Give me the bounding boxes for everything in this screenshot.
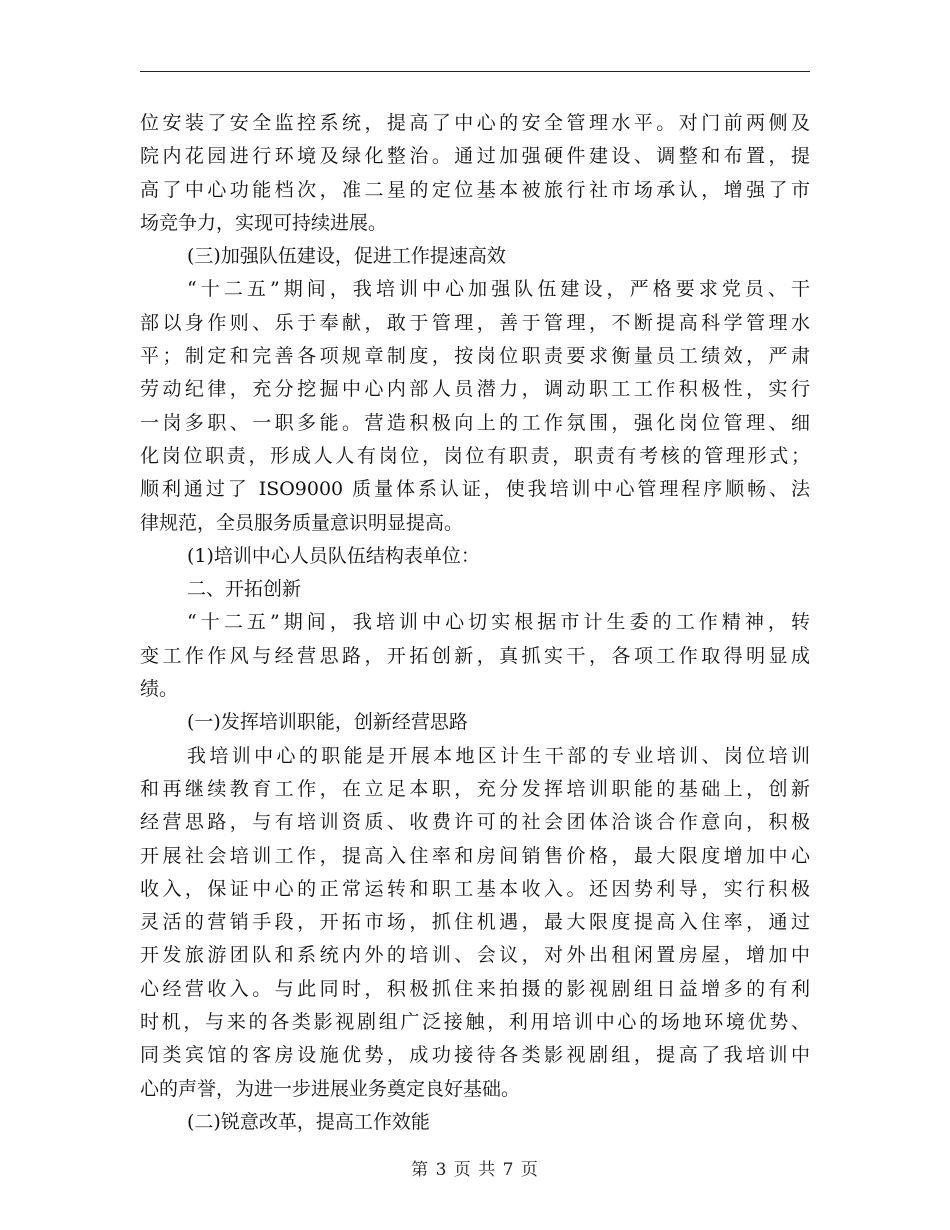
text-line: 心的声誉，为进一步进展业务奠定良好基础。 <box>140 1077 521 1100</box>
text-line: 部以身作则、乐于奉献，敢于管理，善于管理，不断提高科学管理水 <box>140 311 810 334</box>
text-line: 收入，保证中心的正常运转和职工基本收入。还因势利导，实行积极 <box>140 877 810 900</box>
text-line: 时机，与来的各类影视剧组广泛接触，利用培训中心的场地环境优势、 <box>140 1011 810 1034</box>
text-line: (1)培训中心人员队伍结构表单位： <box>187 544 480 567</box>
text-line: 和再继续教育工作，在立足本职，充分发挥培训职能的基础上，创新 <box>140 777 810 800</box>
text-line: 我培训中心的职能是开展本地区计生干部的专业培训、岗位培训 <box>187 744 810 767</box>
text-line: 心经营收入。与此同时，积极抓住来拍摄的影视剧组日益增多的有利 <box>140 977 810 1000</box>
text-line: 灵活的营销手段，开拓市场，抓住机遇，最大限度提高入住率，通过 <box>140 911 810 934</box>
text-line: 律规范，全员服务质量意识明显提高。 <box>140 511 464 534</box>
text-line: 顺利通过了 ISO9000 质量体系认证，使我培训中心管理程序顺畅、法 <box>140 478 810 501</box>
text-line: 劳动纪律，充分挖掘中心内部人员潜力，调动职工工作积极性，实行 <box>140 378 810 401</box>
text-line: 开展社会培训工作，提高入住率和房间销售价格，最大限度增加中心 <box>140 844 810 867</box>
header-rule <box>140 71 810 72</box>
text-line: 同类宾馆的客房设施优势，成功接待各类影视剧组，提高了我培训中 <box>140 1044 810 1067</box>
text-line: 化岗位职责，形成人人有岗位，岗位有职责，职责有考核的管理形式； <box>140 444 810 467</box>
text-line: 一岗多职、一职多能。营造积极向上的工作氛围，强化岗位管理、细 <box>140 411 810 434</box>
page-footer: 第 3 页 共 7 页 <box>411 1160 539 1180</box>
text-line: 场竞争力，实现可持续进展。 <box>140 211 388 234</box>
document-body <box>140 107 810 1139</box>
text-line: 二、开拓创新 <box>187 578 302 601</box>
text-line: 位安装了安全监控系统，提高了中心的安全管理水平。对门前两侧及 <box>140 112 810 134</box>
text-line: “十二五”期间，我培训中心切实根据市计生委的工作精神，转 <box>187 611 810 634</box>
text-line: (三)加强队伍建设，促进工作提速高效 <box>187 245 506 268</box>
text-line: 高了中心功能档次，准二星的定位基本被旅行社市场承认，增强了市 <box>140 178 810 201</box>
text-line: 平；制定和完善各项规章制度，按岗位职责要求衡量员工绩效，严肃 <box>140 345 810 368</box>
text-line: 变工作作风与经营思路，开拓创新，真抓实干，各项工作取得明显成 <box>140 644 810 667</box>
text-line: 开发旅游团队和系统内外的培训、会议，对外出租闲置房屋，增加中 <box>140 944 810 967</box>
text-line: “十二五”期间，我培训中心加强队伍建设，严格要求党员、干 <box>187 278 810 301</box>
text-line: (二)锐意改革，提高工作效能 <box>187 1110 430 1133</box>
text-line: 绩。 <box>140 678 179 701</box>
text-line: 经营思路，与有培训资质、收费许可的社会团体洽谈合作意向，积极 <box>140 811 810 834</box>
text-line: 院内花园进行环境及绿化整治。通过加强硬件建设、调整和布置，提 <box>140 145 810 168</box>
text-line: (一)发挥培训职能，创新经营思路 <box>187 711 468 734</box>
